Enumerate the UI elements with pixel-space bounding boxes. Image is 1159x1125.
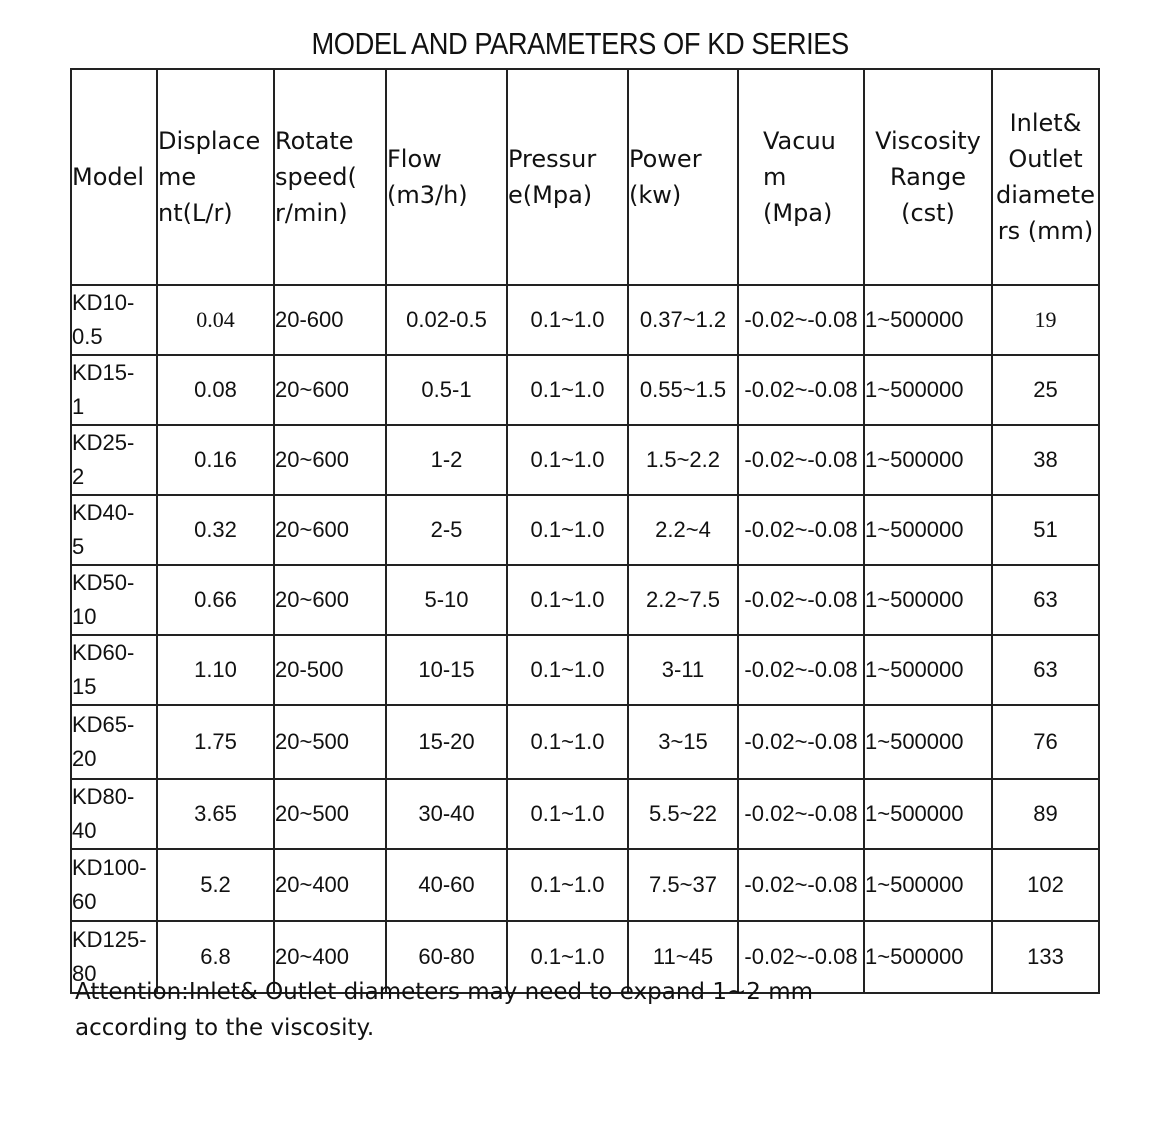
- cell-viscosity: 1~500000: [864, 849, 992, 921]
- model-line: 80: [72, 961, 97, 986]
- table-row: [71, 425, 1099, 495]
- cell-model: [71, 635, 157, 705]
- cell-viscosity: 1~500000: [864, 635, 992, 705]
- cell-viscosity: 1~500000: [864, 565, 992, 635]
- header-line: Flow: [387, 145, 442, 173]
- cell-speed: 20~600: [274, 355, 386, 425]
- model-line: KD125-: [72, 927, 147, 952]
- model-line: KD100-: [72, 855, 147, 880]
- header-line: Power: [629, 145, 702, 173]
- cell-flow: 60-80: [386, 921, 507, 993]
- cell-model: [71, 705, 157, 779]
- cell-vacuum: -0.02~-0.08: [738, 635, 864, 705]
- header-line: speed(: [275, 163, 357, 191]
- header-model: [71, 69, 157, 285]
- cell-pressure: 0.1~1.0: [507, 495, 628, 565]
- cell-flow: 30-40: [386, 779, 507, 849]
- header-line: me: [158, 163, 197, 191]
- header-line: Rotate: [275, 127, 354, 155]
- model-line: 5: [72, 534, 85, 559]
- cell-power: 2.2~4: [628, 495, 738, 565]
- cell-viscosity: 1~500000: [864, 921, 992, 993]
- cell-pressure: 0.1~1.0: [507, 355, 628, 425]
- header-power: [628, 69, 738, 285]
- cell-vacuum: -0.02~-0.08: [738, 355, 864, 425]
- header-line: rs (mm): [997, 217, 1094, 245]
- cell-power: 0.37~1.2: [628, 285, 738, 355]
- cell-diameter: 76: [992, 705, 1099, 779]
- cell-pressure: 0.1~1.0: [507, 849, 628, 921]
- header-line: (m3/h): [387, 181, 468, 209]
- cell-flow: 10-15: [386, 635, 507, 705]
- cell-pressure: 0.1~1.0: [507, 921, 628, 993]
- cell-speed: 20~600: [274, 565, 386, 635]
- table-row: [71, 355, 1099, 425]
- cell-model: [71, 495, 157, 565]
- table-row: [71, 495, 1099, 565]
- cell-flow: 2-5: [386, 495, 507, 565]
- header-line: (cst): [901, 199, 955, 227]
- header-line: m: [763, 163, 787, 191]
- header-viscosity: [864, 69, 992, 285]
- cell-viscosity: 1~500000: [864, 495, 992, 565]
- header-line: Outlet: [1008, 145, 1083, 173]
- cell-flow: 0.02-0.5: [386, 285, 507, 355]
- table-row: [71, 635, 1099, 705]
- cell-speed: 20-500: [274, 635, 386, 705]
- cell-diameter: 38: [992, 425, 1099, 495]
- model-line: KD60-: [72, 640, 135, 665]
- model-line: KD15-: [72, 360, 135, 385]
- cell-pressure: 0.1~1.0: [507, 565, 628, 635]
- model-line: 0.5: [72, 324, 103, 349]
- model-line: KD80-: [72, 784, 135, 809]
- attention-note: [75, 974, 975, 1046]
- header-line: e(Mpa): [508, 181, 593, 209]
- cell-power: 11~45: [628, 921, 738, 993]
- cell-diameter: 51: [992, 495, 1099, 565]
- header-line: Inlet&: [1009, 109, 1082, 137]
- cell-power: 1.5~2.2: [628, 425, 738, 495]
- cell-vacuum: -0.02~-0.08: [738, 779, 864, 849]
- cell-diameter: 19: [992, 285, 1099, 355]
- page-title: MODEL AND PARAMETERS OF KD SERIES: [311, 26, 849, 61]
- cell-viscosity: 1~500000: [864, 705, 992, 779]
- cell-diameter: 63: [992, 565, 1099, 635]
- header-line: Vacuu: [763, 127, 836, 155]
- header-rotate-speed: [274, 69, 386, 285]
- cell-displacement: 0.04: [157, 285, 274, 355]
- cell-vacuum: -0.02~-0.08: [738, 849, 864, 921]
- note-line: according to the viscosity.: [75, 1015, 375, 1041]
- cell-flow: 40-60: [386, 849, 507, 921]
- cell-model: [71, 779, 157, 849]
- cell-diameter: 25: [992, 355, 1099, 425]
- cell-vacuum: -0.02~-0.08: [738, 495, 864, 565]
- cell-displacement: 1.10: [157, 635, 274, 705]
- table-row: [71, 705, 1099, 779]
- model-line: KD10-: [72, 290, 135, 315]
- parameters-table: [70, 68, 1100, 994]
- model-line: 10: [72, 604, 97, 629]
- header-row: [71, 69, 1099, 285]
- cell-speed: 20~500: [274, 705, 386, 779]
- cell-diameter: 63: [992, 635, 1099, 705]
- cell-speed: 20~400: [274, 921, 386, 993]
- table-row: [71, 565, 1099, 635]
- cell-vacuum: -0.02~-0.08: [738, 565, 864, 635]
- cell-diameter: 89: [992, 779, 1099, 849]
- cell-diameter: 102: [992, 849, 1099, 921]
- cell-diameter: 133: [992, 921, 1099, 993]
- header-line: Pressur: [508, 145, 597, 173]
- cell-power: 2.2~7.5: [628, 565, 738, 635]
- cell-power: 5.5~22: [628, 779, 738, 849]
- cell-vacuum: -0.02~-0.08: [738, 705, 864, 779]
- header-vacuum: [738, 69, 864, 285]
- cell-vacuum: -0.02~-0.08: [738, 425, 864, 495]
- header-line: Viscosity: [875, 127, 981, 155]
- header-line: (Mpa): [763, 199, 833, 227]
- model-line: KD65-: [72, 712, 135, 737]
- cell-speed: 20~400: [274, 849, 386, 921]
- cell-pressure: 0.1~1.0: [507, 285, 628, 355]
- header-line: r/min): [275, 199, 348, 227]
- cell-model: [71, 355, 157, 425]
- header-line: Model: [72, 163, 145, 191]
- model-line: KD40-: [72, 500, 135, 525]
- table-row: [71, 849, 1099, 921]
- header-line: Displace: [158, 127, 261, 155]
- cell-vacuum: -0.02~-0.08: [738, 285, 864, 355]
- cell-viscosity: 1~500000: [864, 425, 992, 495]
- cell-displacement: 5.2: [157, 849, 274, 921]
- header-displacement: [157, 69, 274, 285]
- cell-displacement: 0.08: [157, 355, 274, 425]
- model-line: 20: [72, 746, 97, 771]
- cell-displacement: 0.32: [157, 495, 274, 565]
- header-diameters: [992, 69, 1099, 285]
- model-line: 15: [72, 674, 97, 699]
- cell-flow: 1-2: [386, 425, 507, 495]
- model-line: 60: [72, 889, 97, 914]
- cell-viscosity: 1~500000: [864, 285, 992, 355]
- cell-power: 3-11: [628, 635, 738, 705]
- cell-pressure: 0.1~1.0: [507, 705, 628, 779]
- model-line: 1: [72, 394, 85, 419]
- model-line: KD50-: [72, 570, 135, 595]
- note-line: Attention:Inlet& Outlet diameters may need to expand 1~2 mm: [75, 979, 813, 1005]
- cell-power: 7.5~37: [628, 849, 738, 921]
- cell-pressure: 0.1~1.0: [507, 635, 628, 705]
- cell-displacement: 0.66: [157, 565, 274, 635]
- cell-displacement: 1.75: [157, 705, 274, 779]
- cell-flow: 5-10: [386, 565, 507, 635]
- cell-power: 0.55~1.5: [628, 355, 738, 425]
- model-line: 2: [72, 464, 85, 489]
- header-line: (kw): [629, 181, 682, 209]
- header-line: Range: [889, 163, 967, 191]
- cell-speed: 20~600: [274, 495, 386, 565]
- cell-model: [71, 565, 157, 635]
- cell-model: [71, 285, 157, 355]
- cell-power: 3~15: [628, 705, 738, 779]
- header-line: nt(L/r): [158, 199, 233, 227]
- header-pressure: [507, 69, 628, 285]
- header-line: diamete: [996, 181, 1095, 209]
- table-row: [71, 285, 1099, 355]
- cell-model: [71, 425, 157, 495]
- cell-speed: 20~600: [274, 425, 386, 495]
- cell-viscosity: 1~500000: [864, 355, 992, 425]
- cell-displacement: 3.65: [157, 779, 274, 849]
- cell-flow: 0.5-1: [386, 355, 507, 425]
- cell-displacement: 0.16: [157, 425, 274, 495]
- cell-pressure: 0.1~1.0: [507, 779, 628, 849]
- header-flow: [386, 69, 507, 285]
- model-line: KD25-: [72, 430, 135, 455]
- cell-speed: 20~500: [274, 779, 386, 849]
- cell-model: [71, 849, 157, 921]
- model-line: 40: [72, 818, 97, 843]
- table-row: [71, 779, 1099, 849]
- cell-flow: 15-20: [386, 705, 507, 779]
- cell-vacuum: -0.02~-0.08: [738, 921, 864, 993]
- cell-displacement: 6.8: [157, 921, 274, 993]
- cell-viscosity: 1~500000: [864, 779, 992, 849]
- cell-speed: 20-600: [274, 285, 386, 355]
- cell-pressure: 0.1~1.0: [507, 425, 628, 495]
